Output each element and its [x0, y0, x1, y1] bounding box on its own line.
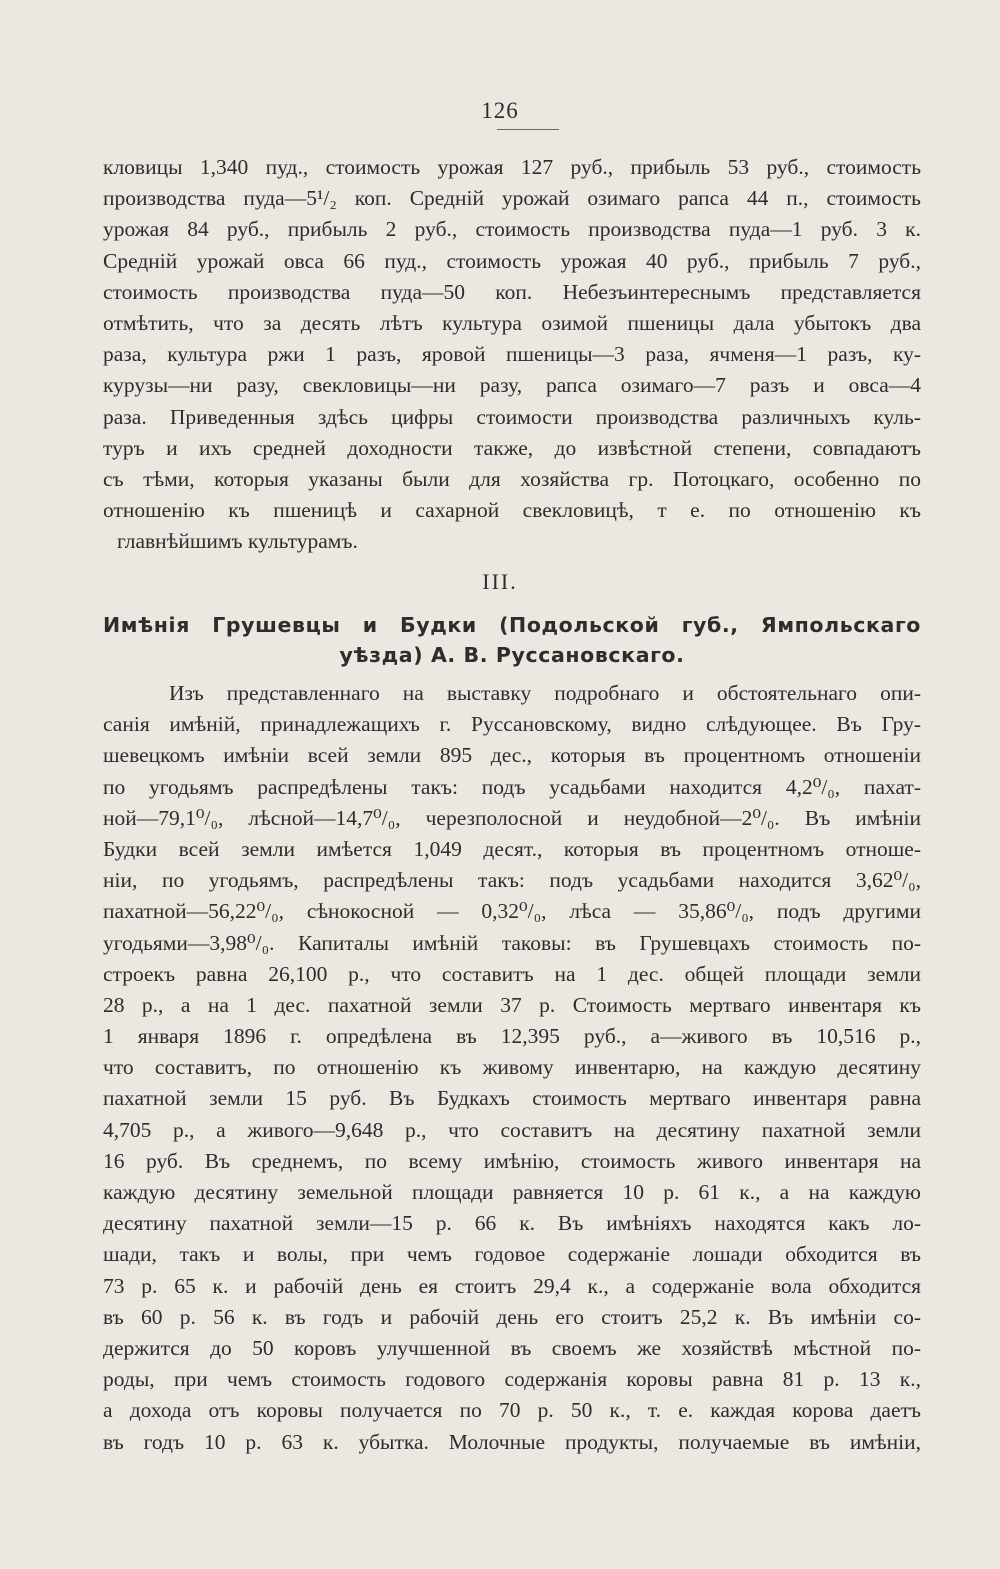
- text-line: раза. Приведенныя здѣсь цифры стоимости производства различныхъ куль-: [103, 404, 921, 429]
- text-line: десятину пахатной земли—15 р. 66 к. Въ имѣнiяхъ находятся какъ ло-: [103, 1211, 921, 1236]
- text-line: 1 января 1896 г. опредѣлена въ 12,395 руб., а—живого въ 10,516 р.,: [103, 1024, 921, 1049]
- text-line: туръ и ихъ средней доходности также, до извѣстной степени, совпадаютъ: [103, 435, 921, 460]
- paragraph-continuation: [103, 152, 921, 557]
- text-line: нiи, по угодьямъ, распредѣлены такъ: подъ усадьбами находится 3,62⁰/₀,: [103, 868, 921, 893]
- page-number: 126: [481, 98, 519, 123]
- text-line: урожая 84 руб., прибыль 2 руб., стоимость производства пуда—1 руб. 3 к.: [103, 217, 921, 242]
- text-line: шевецкомъ имѣнiи всей земли 895 дес., которыя въ процентномъ отношенiи: [103, 743, 921, 768]
- text-line: Будки всей земли имѣется 1,049 десят., которыя въ процентномъ отноше-: [103, 836, 921, 861]
- text-line: производства пуда—5¹/₂ коп. Среднiй урожай озимаго рапса 44 п., стоимость: [103, 186, 921, 211]
- text-line: шади, такъ и волы, при чемъ годовое содержанiе лошади обходится въ: [103, 1242, 921, 1267]
- section-heading: [103, 610, 921, 670]
- text-line: пахатной земли 15 руб. Въ Будкахъ стоимость мертваго инвентаря равна: [103, 1086, 921, 1111]
- text-line: по угодьямъ распредѣлены такъ: подъ усадьбами находится 4,2⁰/₀, пахат-: [103, 774, 921, 799]
- text-line: каждую десятину земельной площади равняется 10 р. 61 к., а на каждую: [103, 1180, 921, 1204]
- text-line: стоимость производства пуда—50 коп. Небезъинтереснымъ представляется: [103, 279, 921, 304]
- text-line: ной—79,1⁰/₀, лѣсной—14,7⁰/₀, черезполосной и неудобной—2⁰/₀. Въ имѣнiи: [103, 805, 921, 830]
- text-line: раза, культура ржи 1 разъ, яровой пшеницы—3 раза, ячменя—1 разъ, ку-: [103, 342, 921, 367]
- text-line: Изъ представленнаго на выставку подробнаго и обстоятельнаго опи-: [169, 681, 921, 705]
- heading-line: уѣзда) А. В. Руссановскаго.: [339, 643, 685, 667]
- text-line: кловицы 1,340 пуд., стоимость урожая 127 руб., прибыль 53 руб., стоимость: [103, 155, 921, 179]
- text-line: отмѣтить, что за десять лѣтъ культура озимой пшеницы дала убытокъ два: [103, 310, 921, 335]
- text-line: главнѣйшимъ культурамъ.: [117, 529, 358, 554]
- text-line: 4,705 р., а живого—9,648 р., что составитъ на десятину пахатной земли: [103, 1117, 921, 1142]
- text-line: 16 руб. Въ среднемъ, по всему имѣнiю, стоимость живого инвентаря на: [103, 1148, 921, 1173]
- text-line: роды, при чемъ стоимость годового содержанiя коровы равна 81 р. 13 к.,: [103, 1367, 921, 1392]
- text-line: 73 р. 65 к. и рабочiй день ея стоитъ 29,4 к., а содержанiе вола обходится: [103, 1273, 921, 1298]
- text-line: пахатной—56,22⁰/₀, сѣнокосной — 0,32⁰/₀, лѣса — 35,86⁰/₀, подъ другими: [103, 899, 921, 924]
- text-line: въ 60 р. 56 к. въ годъ и рабочiй день его стоитъ 25,2 к. Въ имѣнiи со-: [103, 1304, 921, 1329]
- text-line: санiя имѣнiй, принадлежащихъ г. Руссановскому, видно слѣдующее. Въ Гру-: [103, 712, 921, 737]
- text-line: что составитъ, по отношенiю къ живому инвентарю, на каждую десятину: [103, 1055, 921, 1080]
- heading-line: Имѣнiя Грушевцы и Будки (Подольской губ., Ямпольскаго: [103, 613, 921, 637]
- text-line: строекъ равна 26,100 р., что составитъ на 1 дес. общей площади земли: [103, 961, 921, 986]
- text-line: держится до 50 коровъ улучшенной въ своемъ же хозяйствѣ мѣстной по-: [103, 1335, 921, 1360]
- section-number: III.: [482, 569, 518, 594]
- page-number-rule: [497, 129, 559, 130]
- text-line: въ годъ 10 р. 63 к. убытка. Молочные продукты, получаемые въ имѣнiи,: [103, 1429, 921, 1454]
- text-line: 28 р., а на 1 дес. пахатной земли 37 р. Стоимость мертваго инвентаря къ: [103, 992, 921, 1017]
- text-line: угодьями—3,98⁰/₀. Капиталы имѣнiй таковы: въ Грушевцахъ стоимость по-: [103, 930, 921, 955]
- paragraph-main: [103, 678, 921, 1458]
- text-line: Среднiй урожай овса 66 пуд., стоимость урожая 40 руб., прибыль 7 руб.,: [103, 248, 921, 273]
- text-line: курузы—ни разу, свекловицы—ни разу, рапса озимаго—7 разъ и овса—4: [103, 373, 921, 398]
- text-line: а дохода отъ коровы получается по 70 р. 50 к., т. е. каждая корова даетъ: [103, 1398, 921, 1423]
- text-line: отношенiю къ пшеницѣ и сахарной свекловицѣ, т е. по отношенiю къ: [103, 498, 921, 523]
- text-line: съ тѣми, которыя указаны были для хозяйства гр. Потоцкаго, особенно по: [103, 466, 921, 491]
